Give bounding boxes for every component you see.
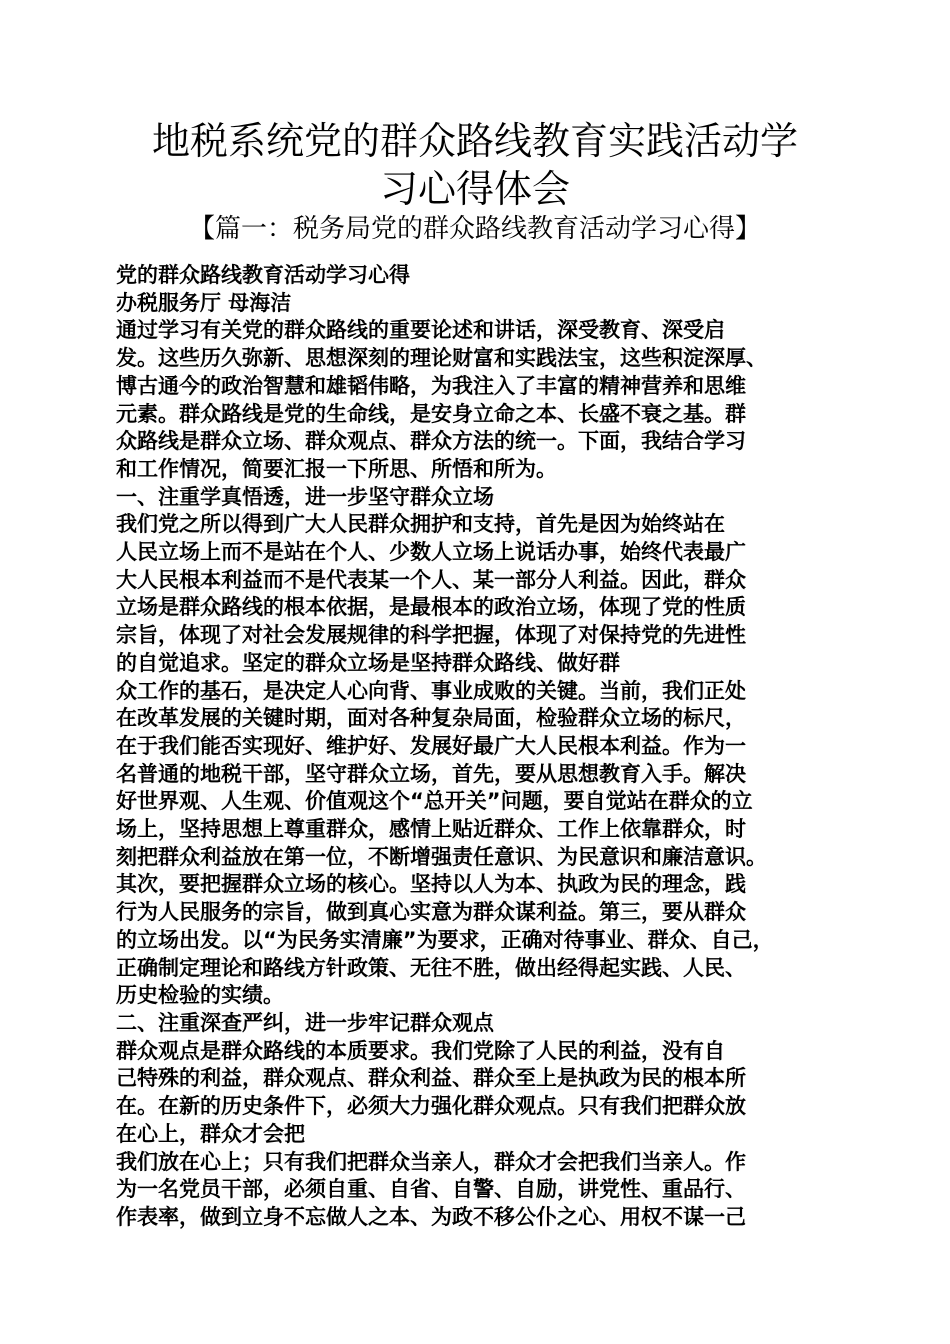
body-text-line: 为一名党员干部，必须自重、自省、自警、自励，讲党性、重品行、 [116, 1177, 746, 1202]
body-text-line: 的自觉追求。坚定的群众立场是坚持群众路线、做好群 [116, 650, 620, 675]
document-body [116, 262, 846, 1232]
body-text-line: 大人民根本利益而不是代表某一个人、某一部分人利益。因此，群众 [116, 567, 746, 592]
body-text-line: 其次，要把握群众立场的核心。坚持以人为本、执政为民的理念，践 [116, 872, 746, 897]
document-title-line-2: 习心得体会 [379, 167, 570, 211]
body-text-line: 宗旨，体现了对社会发展规律的科学把握，体现了对保持党的先进性 [116, 623, 746, 648]
body-text-line: 在改革发展的关键时期，面对各种复杂局面，检验群众立场的标尺， [116, 706, 746, 731]
body-text-line: 在。在新的历史条件下，必须大力强化群众观点。只有我们把群众放 [116, 1094, 746, 1119]
body-text-line: 在于我们能否实现好、维护好、发展好最广大人民根本利益。作为一 [116, 733, 746, 758]
body-text-line: 博古通今的政治智慧和雄韬伟略，为我注入了丰富的精神营养和思维 [116, 373, 746, 398]
body-text-line: 办税服务厅 母海洁 [116, 290, 292, 315]
body-text-line: 历史检验的实绩。 [116, 983, 284, 1008]
body-text-line: 行为人民服务的宗旨，做到真心实意为群众谋利益。第三，要从群众 [116, 900, 746, 925]
body-text-line: 场上，坚持思想上尊重群众，感情上贴近群众、工作上依靠群众，时 [116, 817, 746, 842]
body-text-line: 作表率，做到立身不忘做人之本、为政不移公仆之心、用权不谋一己 [116, 1204, 746, 1229]
document-subtitle: 【篇一：税务局党的群众路线教育活动学习心得】 [188, 214, 761, 244]
body-text-line: 众路线是群众立场、群众观点、群众方法的统一。下面，我结合学习 [116, 429, 746, 454]
body-text-line: 我们党之所以得到广大人民群众拥护和支持，首先是因为始终站在 [116, 512, 725, 537]
body-text-line: 名普通的地税干部，坚守群众立场，首先，要从思想教育入手。解决 [116, 761, 746, 786]
body-text-line: 元素。群众路线是党的生命线，是安身立命之本、长盛不衰之基。群 [116, 401, 746, 426]
body-text-line: 己特殊的利益，群众观点、群众利益、群众至上是执政为民的根本所 [116, 1066, 746, 1091]
body-text-line: 发。这些历久弥新、思想深刻的理论财富和实践法宝，这些积淀深厚、 [116, 346, 767, 371]
body-text-line: 一、注重学真悟透，进一步坚守群众立场 [116, 484, 494, 509]
body-text-line: 二、注重深查严纠，进一步牢记群众观点 [116, 1010, 494, 1035]
body-text-line: 和工作情况，简要汇报一下所思、所悟和所为。 [116, 456, 557, 481]
body-text-line: 党的群众路线教育活动学习心得 [116, 263, 410, 287]
body-text-line: 刻把群众利益放在第一位，不断增强责任意识、为民意识和廉洁意识。 [116, 844, 767, 869]
body-text-line: 正确制定理论和路线方针政策、无往不胜，做出经得起实践、人民、 [116, 955, 746, 980]
body-text-line: 通过学习有关党的群众路线的重要论述和讲话，深受教育、深受启 [116, 318, 725, 343]
document-title-line-1: 地税系统党的群众路线教育实践活动学 [151, 119, 798, 163]
body-text-line: 群众观点是群众路线的本质要求。我们党除了人民的利益，没有自 [116, 1038, 725, 1063]
body-text-line: 在心上，群众才会把 [116, 1121, 305, 1146]
body-text-line: 众工作的基石，是决定人心向背、事业成败的关键。当前，我们正处 [116, 678, 746, 703]
body-text-line: 立场是群众路线的根本依据，是最根本的政治立场，体现了党的性质 [116, 595, 746, 620]
body-text-line: 人民立场上而不是站在个人、少数人立场上说话办事，始终代表最广 [116, 540, 746, 565]
body-text-line: 的立场出发。以“为民务实清廉”为要求，正确对待事业、群众、自己， [116, 927, 774, 952]
body-text-line: 我们放在心上；只有我们把群众当亲人，群众才会把我们当亲人。作 [116, 1149, 746, 1174]
body-text-line: 好世界观、人生观、价值观这个“总开关”问题，要自觉站在群众的立 [116, 789, 753, 814]
